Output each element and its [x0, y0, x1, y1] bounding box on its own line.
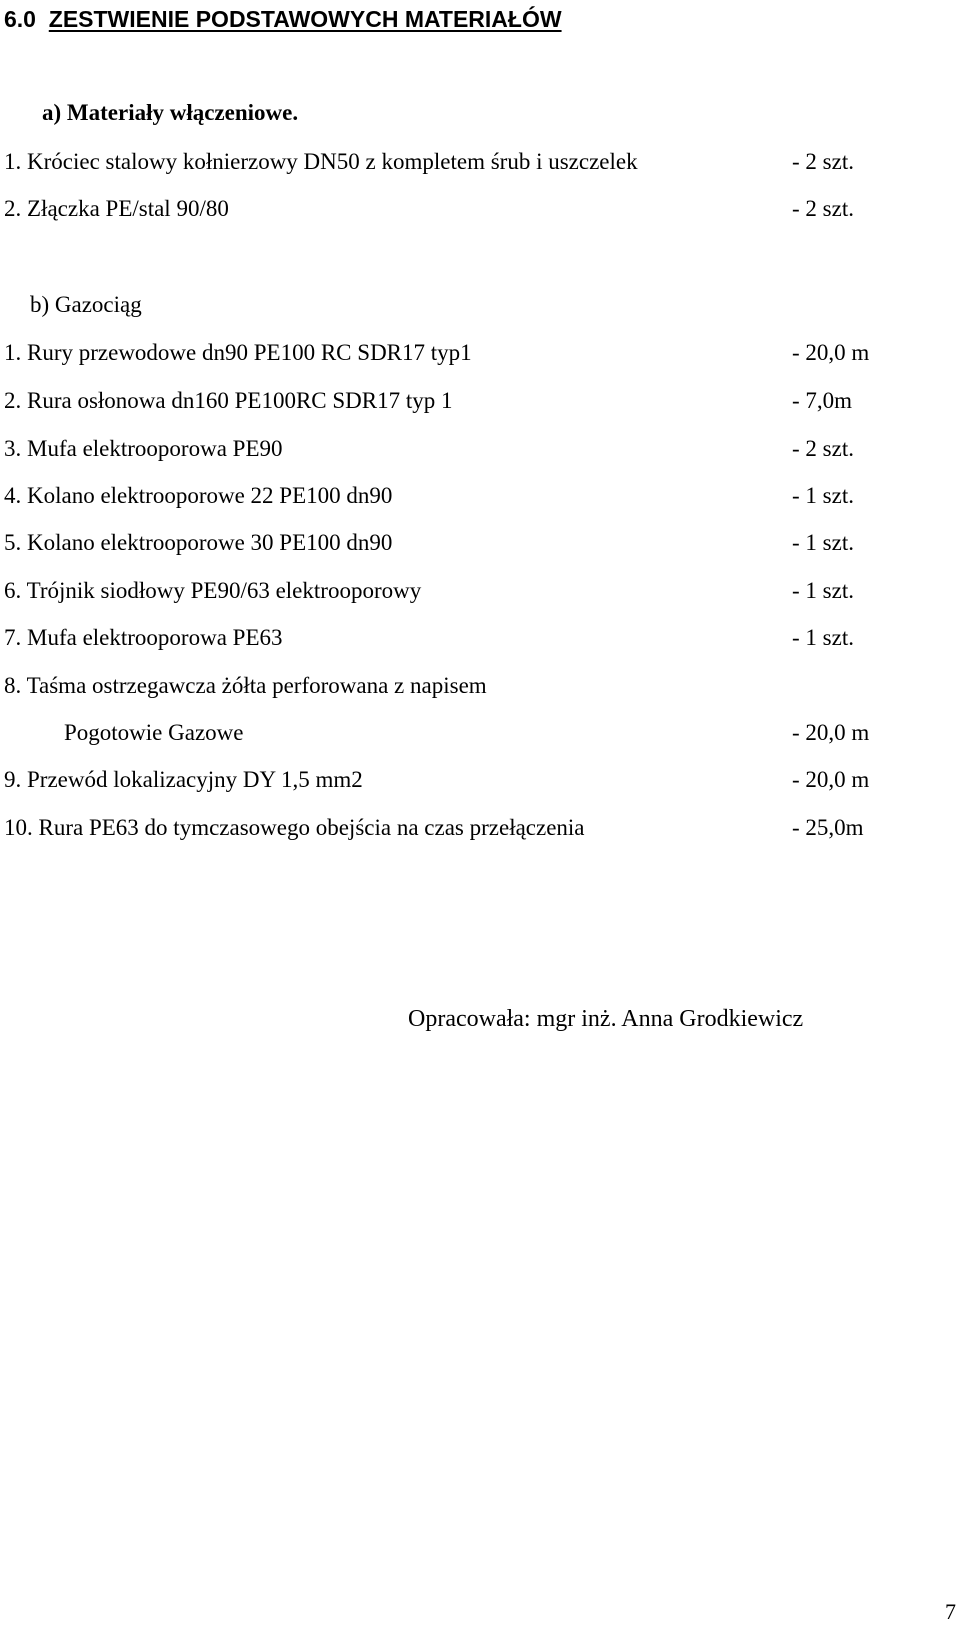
- list-item-qty: - 2 szt.: [792, 149, 854, 174]
- author-signature: Opracowała: mgr inż. Anna Grodkiewicz: [408, 1006, 804, 1032]
- page-number: 7: [945, 1599, 956, 1624]
- group-a-title: a) Materiały włączeniowe.: [42, 100, 299, 125]
- section-number: 6.0: [4, 6, 36, 32]
- list-item-qty: - 2 szt.: [792, 196, 854, 221]
- list-item-qty: - 20,0 m: [792, 340, 870, 365]
- section-heading: [4, 4, 562, 34]
- list-item-label: 9. Przewód lokalizacyjny DY 1,5 mm2: [4, 767, 363, 792]
- list-item-qty: - 25,0m: [792, 815, 864, 840]
- list-item-label: 4. Kolano elektrooporowe 22 PE100 dn90: [4, 483, 393, 508]
- list-item-qty: - 20,0 m: [792, 720, 870, 745]
- list-item-qty: - 1 szt.: [792, 625, 854, 650]
- list-item-qty: - 1 szt.: [792, 483, 854, 508]
- list-item-label: 3. Mufa elektrooporowa PE90: [4, 436, 283, 461]
- list-item-label: 8. Taśma ostrzegawcza żółta perforowana z napisem: [4, 673, 487, 698]
- group-b-title: b) Gazociąg: [30, 292, 142, 317]
- list-item-qty: - 20,0 m: [792, 767, 870, 792]
- list-item-label: 7. Mufa elektrooporowa PE63: [4, 625, 283, 650]
- list-item-label: 6. Trójnik siodłowy PE90/63 elektrooporowy: [4, 578, 422, 603]
- list-item-label: 1. Rury przewodowe dn90 PE100 RC SDR17 typ1: [4, 340, 472, 365]
- list-item-qty: - 7,0m: [792, 388, 853, 413]
- list-item-qty: - 2 szt.: [792, 436, 854, 461]
- list-item-qty: - 1 szt.: [792, 578, 854, 603]
- list-item-label: 10. Rura PE63 do tymczasowego obejścia na czas przełączenia: [4, 815, 585, 840]
- list-item-qty: - 1 szt.: [792, 530, 854, 555]
- list-item-label: 2. Złączka PE/stal 90/80: [4, 196, 229, 221]
- list-item-label: 1. Króciec stalowy kołnierzowy DN50 z kompletem śrub i uszczelek: [4, 149, 638, 174]
- list-item-label: Pogotowie Gazowe: [64, 720, 244, 745]
- list-item-label: 5. Kolano elektrooporowe 30 PE100 dn90: [4, 530, 393, 555]
- section-title: ZESTWIENIE PODSTAWOWYCH MATERIAŁÓW: [48, 6, 562, 32]
- list-item-label: 2. Rura osłonowa dn160 PE100RC SDR17 typ 1: [4, 388, 453, 413]
